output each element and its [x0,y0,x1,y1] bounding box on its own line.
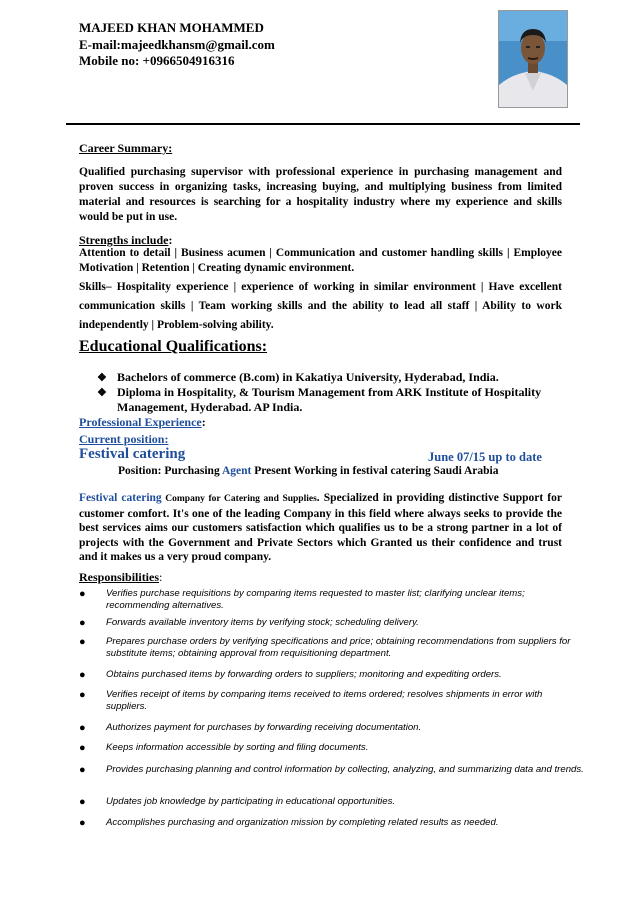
position-agent: Agent [221,465,252,477]
bullet-icon: ● [79,689,86,701]
career-summary-heading: Career Summary: [79,141,173,155]
education-item [97,385,582,415]
responsibility-item [79,796,584,808]
bullet-icon: ● [79,796,86,808]
responsibility-text: Accomplishes purchasing and organization mission by completing related results as needed. [106,817,499,828]
responsibility-item [79,689,584,713]
bullet-icon: ● [79,669,86,681]
responsibility-item [79,636,584,660]
skills-text: Skills– Hospitality experience | experience of working in similar environment | Have excellent communication skills | Team working skills and the ability to lead all staff | Ability to work independently | Problem-solving ability. [79,281,562,331]
education-heading: Educational Qualifications: [79,338,268,355]
responsibility-item [79,722,584,734]
company-description [79,491,562,565]
bullet-icon: ● [79,636,86,648]
responsibilities-heading-label: Responsibilities [79,570,160,584]
desc-company-name: Festival catering [79,492,162,504]
responsibility-text: Forwards available inventory items by verifying stock; scheduling delivery. [106,617,419,628]
strengths-heading-label: Strengths include [79,233,169,247]
position-prefix: Position: Purchasing [118,465,222,477]
responsibility-item [79,817,584,829]
current-position-label: Current position: [79,432,169,446]
mobile-line: Mobile no: +0966504916316 [79,53,235,68]
bullet-icon: ● [79,617,86,629]
responsibility-text: Prepares purchase orders by verifying specifications and price; obtaining recommendations from suppliers for substitute items; obtaining approval from requisitioning department. [106,636,571,659]
strengths-text: Attention to detail | Business acumen | Communication and customer handling skills | Employee Motivation | Retention | Creating dynamic environment. [79,247,562,274]
experience-heading [79,415,206,430]
responsibility-item [79,617,584,629]
company-name: Festival catering [79,446,186,462]
desc-text: . Specialized in providing distinctive Support for customer comfort. It's one of the leading Company in this field where always seeks to provide the best services aims our customers satisfaction which qualifies us to be a strong partner in a lot of projects with the Government and Private Sectors which Granted us their confidence and trust and it makes us a very proud company. [79,492,562,563]
career-summary-text: Qualified purchasing supervisor with professional experience in purchasing management and proven success in organizing tasks, increasing buying, and multiplying business from limited material and resources is searching for a hospitality industry where my experience and skills would be put in use. [79,166,562,223]
bullet-icon: ● [79,742,86,754]
responsibility-item [79,742,584,754]
strengths-colon: : [168,233,173,247]
responsibility-text: Provides purchasing planning and control information by collecting, analyzing, and summarizing data and trends. [106,764,584,775]
diamond-bullet-icon: ❖ [97,387,107,399]
responsibility-item [79,764,584,776]
education-item-text: Bachelors of commerce (B.com) in Kakatiya University, Hyderabad, India. [117,370,499,384]
profile-photo [498,10,568,108]
responsibility-item [79,669,584,681]
position-line [118,465,499,477]
header-divider [66,123,580,125]
responsibility-text: Keeps information accessible by sorting and filing documents. [106,742,369,753]
experience-colon: : [201,415,206,429]
responsibilities-colon: : [159,570,163,584]
bullet-icon: ● [79,817,86,829]
experience-heading-label: Professional Experience [79,415,202,429]
position-suffix: Present Working in festival catering Saudi Arabia [251,465,499,477]
education-item-text: Diploma in Hospitality, & Tourism Management from ARK Institute of Hospitality Management, Hyderabad. AP India. [117,385,542,414]
bullet-icon: ● [79,764,86,776]
desc-company-full: Company for Catering and Supplies [161,494,317,504]
responsibility-text: Updates job knowledge by participating in educational opportunities. [106,796,396,807]
diamond-bullet-icon: ❖ [97,372,107,384]
applicant-name: MAJEED KHAN MOHAMMED [79,20,264,35]
employment-date: June 07/15 up to date [428,450,542,464]
responsibility-text: Authorizes payment for purchases by forwarding receiving documentation. [106,722,422,733]
responsibility-text: Verifies receipt of items by comparing items received to items ordered; resolves shipments in error with suppliers. [106,689,543,712]
bullet-icon: ● [79,588,86,600]
responsibilities-heading [79,570,162,585]
education-item [97,370,582,385]
email-line: E-mail:majeedkhansm@gmail.com [79,37,275,52]
responsibility-text: Obtains purchased items by forwarding orders to suppliers; monitoring and expediting orders. [106,669,502,680]
bullet-icon: ● [79,722,86,734]
responsibility-item [79,588,584,612]
responsibility-text: Verifies purchase requisitions by comparing items requested to master list; clarifying unclear items; recommending alternatives. [106,588,525,611]
